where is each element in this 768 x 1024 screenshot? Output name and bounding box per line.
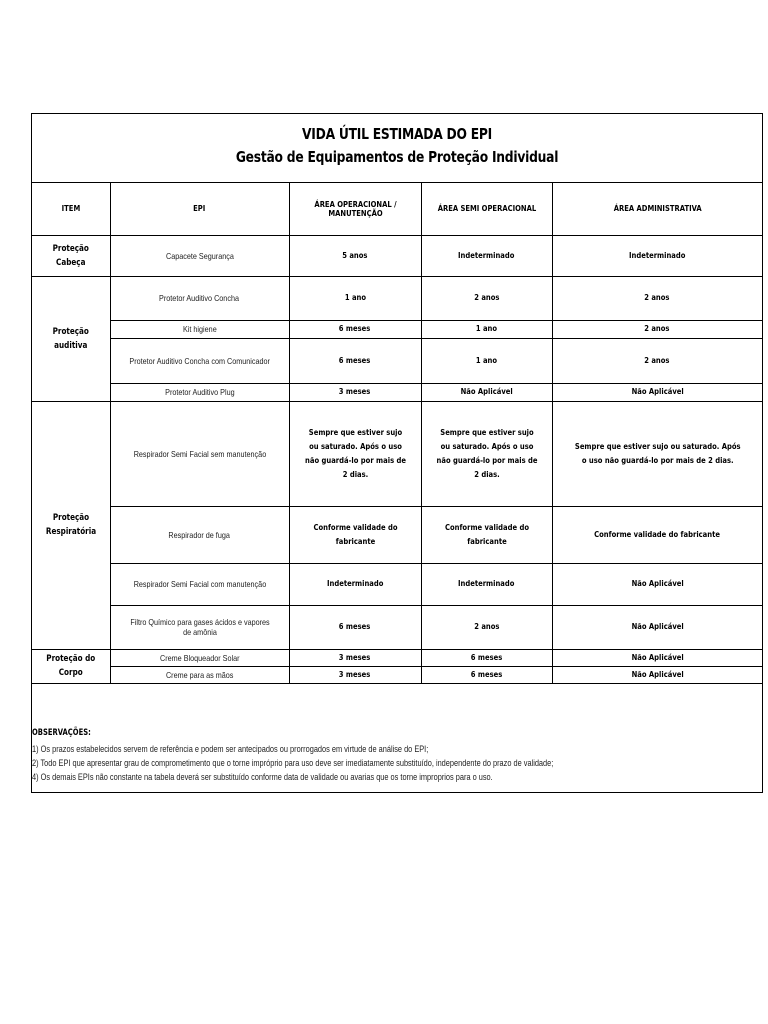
- value-cell: Sempre que estiver sujo ou saturado. Após o uso não guardá-lo por mais de 2 dias.: [289, 401, 421, 506]
- epi-cell: Filtro Químico para gases ácidos e vapores de amônia: [110, 605, 289, 649]
- epi-cell: Creme para as mãos: [110, 666, 289, 683]
- item-cell: Proteção Cabeça: [32, 235, 110, 276]
- value-cell: 2 anos: [552, 338, 762, 383]
- epi-cell: Creme Bloqueador Solar: [110, 649, 289, 666]
- table-row: [32, 605, 762, 649]
- value-cell: 3 meses: [289, 383, 421, 401]
- item-cell: Proteção auditiva: [32, 276, 110, 401]
- value-cell: 5 anos: [289, 235, 421, 276]
- page-subtitle: Gestão de Equipamentos de Proteção Individual: [235, 148, 559, 166]
- value-cell: 6 meses: [421, 666, 552, 683]
- epi-cell: Respirador de fuga: [110, 506, 289, 563]
- epi-cell: Capacete Segurança: [110, 235, 289, 276]
- table-row: [32, 666, 762, 683]
- item-cell: Proteção do Corpo: [32, 649, 110, 683]
- note-line: 2) Todo EPI que apresentar grau de comprometimento que o torne impróprio para uso deve ser imediatamente substituído, independente do prazo de validade;: [32, 757, 554, 768]
- epi-cell: Kit higiene: [110, 320, 289, 338]
- value-cell: 1 ano: [421, 338, 552, 383]
- table-row: [32, 563, 762, 605]
- value-cell: Sempre que estiver sujo ou saturado. Após o uso não guardá-lo por mais de 2 dias.: [421, 401, 552, 506]
- table-row: [32, 276, 762, 320]
- value-cell: Indeterminado: [421, 563, 552, 605]
- value-cell: Não Aplicável: [552, 666, 762, 683]
- table-row: [32, 320, 762, 338]
- header-epi: EPI: [110, 183, 289, 235]
- header-row: [32, 183, 762, 235]
- value-cell: Indeterminado: [421, 235, 552, 276]
- value-cell: Não Aplicável: [552, 649, 762, 666]
- value-cell: 1 ano: [289, 276, 421, 320]
- value-cell: 6 meses: [289, 320, 421, 338]
- note-line: 4) Os demais EPIs não constante na tabela deverá ser substituído conforme data de validade ou avarias que os torne improprios para o uso.: [32, 771, 493, 782]
- epi-cell: Protetor Auditivo Concha: [110, 276, 289, 320]
- value-cell: 3 meses: [289, 649, 421, 666]
- epi-cell: Protetor Auditivo Plug: [110, 383, 289, 401]
- item-cell: Proteção Respiratória: [32, 401, 110, 649]
- value-cell: Não Aplicável: [552, 383, 762, 401]
- value-cell: 2 anos: [421, 605, 552, 649]
- header-area-semi-operacional: ÁREA SEMI OPERACIONAL: [421, 183, 552, 235]
- value-cell: Não Aplicável: [421, 383, 552, 401]
- value-cell: Conforme validade do fabricante: [421, 506, 552, 563]
- table-row: [32, 338, 762, 383]
- value-cell: 2 anos: [552, 276, 762, 320]
- header-item: ITEM: [32, 183, 110, 235]
- value-cell: 6 meses: [289, 605, 421, 649]
- value-cell: Sempre que estiver sujo ou saturado. Após o uso não guardá-lo por mais de 2 dias.: [552, 401, 762, 506]
- epi-cell: Respirador Semi Facial sem manutenção: [110, 401, 289, 506]
- epi-table: [32, 183, 762, 684]
- notes-section: [32, 684, 762, 792]
- table-row: [32, 383, 762, 401]
- value-cell: 6 meses: [289, 338, 421, 383]
- table-row: [32, 401, 762, 506]
- value-cell: 1 ano: [421, 320, 552, 338]
- epi-sheet: [31, 113, 763, 793]
- value-cell: Conforme validade do fabricante: [289, 506, 421, 563]
- value-cell: Não Aplicável: [552, 605, 762, 649]
- value-cell: 2 anos: [421, 276, 552, 320]
- title-box: [32, 114, 762, 183]
- value-cell: 3 meses: [289, 666, 421, 683]
- header-area-administrativa: ÁREA ADMINISTRATIVA: [552, 183, 762, 235]
- header-area-operacional: ÁREA OPERACIONAL / MANUTENÇÃO: [289, 183, 421, 235]
- value-cell: 6 meses: [421, 649, 552, 666]
- table-row: [32, 506, 762, 563]
- value-cell: Indeterminado: [552, 235, 762, 276]
- epi-cell: Protetor Auditivo Concha com Comunicador: [110, 338, 289, 383]
- table-row: [32, 235, 762, 276]
- value-cell: Conforme validade do fabricante: [552, 506, 762, 563]
- value-cell: Indeterminado: [289, 563, 421, 605]
- notes-title: OBSERVAÇÕES:: [32, 727, 91, 738]
- value-cell: Não Aplicável: [552, 563, 762, 605]
- value-cell: 2 anos: [552, 320, 762, 338]
- epi-cell: Respirador Semi Facial com manutenção: [110, 563, 289, 605]
- page-title: VIDA ÚTIL ESTIMADA DO EPI: [302, 125, 492, 143]
- note-line: 1) Os prazos estabelecidos servem de referência e podem ser antecipados ou prorrogados em virtude de análise do EPI;: [32, 743, 429, 754]
- table-row: [32, 649, 762, 666]
